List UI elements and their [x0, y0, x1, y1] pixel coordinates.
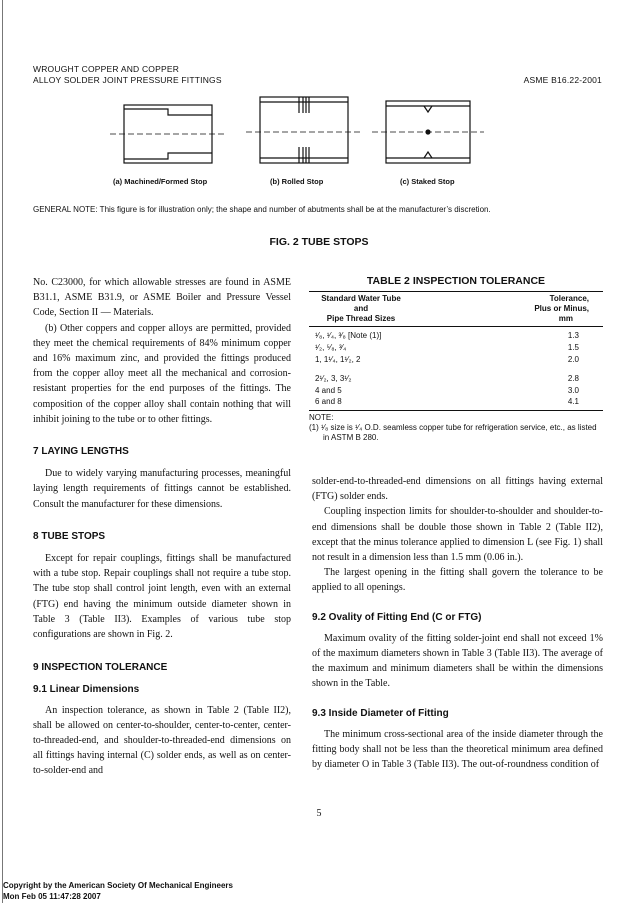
heading-ovality: 9.2 Ovality of Fitting End (C or FTG): [312, 611, 482, 623]
figure-general-note: GENERAL NOTE: This figure is for illustration only; the shape and number of abutments shall be at the manufacturer’s discretion.: [33, 205, 491, 214]
table-header-sizes: Standard Water Tube and Pipe Thread Sizes: [321, 294, 401, 323]
other-alloys-paragraph: (b) Other coppers and copper alloys are permitted, provided they meet the chemical requirements of 84% minimum copper and 16% maximum zinc, and provided the fittings produced from the copper alloy meet all the mechanical and corrosion-resistant properties for the end purposes of the fittings. The composition of the copper alloy shall contain nothing that will inhibit joining to the tube or to other fittings.: [33, 322, 291, 425]
right-column: [312, 474, 603, 772]
inspection-tolerance-table: [309, 275, 603, 443]
heading-tube-stops: 8 TUBE STOPS: [33, 530, 106, 542]
table-note-text: (1) ¹⁄₈ size is ¹⁄₄ O.D. seamless copper tube for refrigeration service, etc., as listed in ASTM B 280.: [309, 423, 597, 442]
linear-dimensions-paragraph: An inspection tolerance, as shown in Table 2 (Table II2), shall be allowed on center-to-shoulder, center-to-center, center-to-threaded-end, and shoulder-to-threaded-end dimensions on all fittings having internal (C) solder ends, as well as on center-to-solder-end and: [33, 704, 291, 777]
materials-paragraph: No. C23000, for which allowable stresses are found in ASME B31.1, ASME B31.9, or ASME Boiler and Pressure Vessel Code, Section II — Materials.: [33, 277, 291, 319]
tube-stops-paragraph: Except for repair couplings, fittings shall be manufactured with a tube stop. Repair couplings shall not require a tube stop. The tube stop shall control joint length, even with an external (FTG) end having the minimum outside diameter shown in Table 3 (Table II3). Examples of various tube stop configurations are shown in Fig. 2.: [33, 553, 291, 641]
ovality-paragraph: Maximum ovality of the fitting solder-joint end shall not exceed 1% of the maximum diameters shown in Table 3 (Table II3). The average of the maximum and minimum diameters shall be within the dimensions shown in the Table.: [312, 632, 603, 690]
inside-diameter-paragraph: The minimum cross-sectional area of the inside diameter through the fitting body shall not be less than the theoretical minimum area defined by diameter O in Table 3 (Table II3). The out-of-roundness condition of: [312, 728, 603, 771]
table-row: 6 and 8 4.1: [315, 397, 579, 406]
tube-stops-figure: [100, 95, 500, 175]
largest-opening-paragraph: The largest opening in the fitting shall govern the tolerance to be applied to all openings.: [312, 567, 603, 594]
running-header: [33, 64, 222, 86]
header-title-line2: ALLOY SOLDER JOINT PRESSURE FITTINGS: [33, 75, 222, 85]
copyright-footer: [3, 880, 233, 902]
rolled-stop-drawing: [246, 97, 362, 163]
heading-inspection-tolerance: 9 INSPECTION TOLERANCE: [33, 662, 168, 674]
footer-timestamp: Mon Feb 05 11:47:28 2007: [3, 892, 101, 901]
table-header-tolerance: Tolerance, Plus or Minus, mm: [534, 294, 589, 323]
table-header-row: [309, 291, 603, 327]
laying-lengths-paragraph: Due to widely varying manufacturing processes, meaningful laying length requirements of fittings cannot be established. Consult the manufacturer for these dimensions.: [33, 468, 291, 510]
figure-title: FIG. 2 TUBE STOPS: [269, 236, 369, 248]
page-number: 5: [316, 808, 322, 819]
table-row: 1, 1¹⁄₄, 1¹⁄₂, 2 2.0: [315, 355, 579, 364]
machined-stop-drawing: [110, 105, 226, 163]
heading-laying-lengths: 7 LAYING LENGTHS: [33, 446, 129, 458]
table-row: 2¹⁄₂, 3, 3¹⁄₂ 2.8: [315, 374, 579, 383]
header-standard: ASME B16.22-2001: [523, 75, 602, 85]
coupling-limits-paragraph: Coupling inspection limits for shoulder-to-shoulder and shoulder-to-end dimensions shall be double those shown in Table 2 (Table II2), except that the minus tolerance applied to dimension L (see Fig. 1) shall not result in a dimension less than 1.5 mm (0.06 in.).: [312, 506, 603, 564]
table-row: 4 and 5 3.0: [315, 386, 579, 395]
caption-machined-stop: (a) Machined/Formed Stop: [113, 177, 208, 186]
table-title: TABLE 2 INSPECTION TOLERANCE: [366, 275, 546, 287]
header-title-line1: WROUGHT COPPER AND COPPER: [33, 64, 180, 74]
solder-end-paragraph: solder-end-to-threaded-end dimensions on all fittings having external (FTG) solder ends.: [312, 476, 603, 503]
heading-inside-diameter: 9.3 Inside Diameter of Fitting: [312, 707, 449, 719]
table-note-label: NOTE:: [309, 413, 334, 422]
table-body: [309, 327, 603, 410]
staked-stop-drawing: [372, 101, 484, 163]
table-note: [309, 410, 603, 443]
table-row: ¹⁄₂, ⁵⁄₈, ³⁄₄ 1.5: [315, 343, 579, 352]
left-column: [33, 275, 291, 779]
caption-staked-stop: (c) Staked Stop: [400, 177, 455, 186]
footer-copyright: Copyright by the American Society Of Mechanical Engineers: [3, 881, 233, 890]
caption-rolled-stop: (b) Rolled Stop: [270, 177, 324, 186]
page-edge: [2, 0, 3, 903]
table-row: ¹⁄₈, ¹⁄₄, ³⁄₈ [Note (1)] 1.3: [315, 331, 579, 340]
heading-linear-dimensions: 9.1 Linear Dimensions: [33, 684, 140, 696]
